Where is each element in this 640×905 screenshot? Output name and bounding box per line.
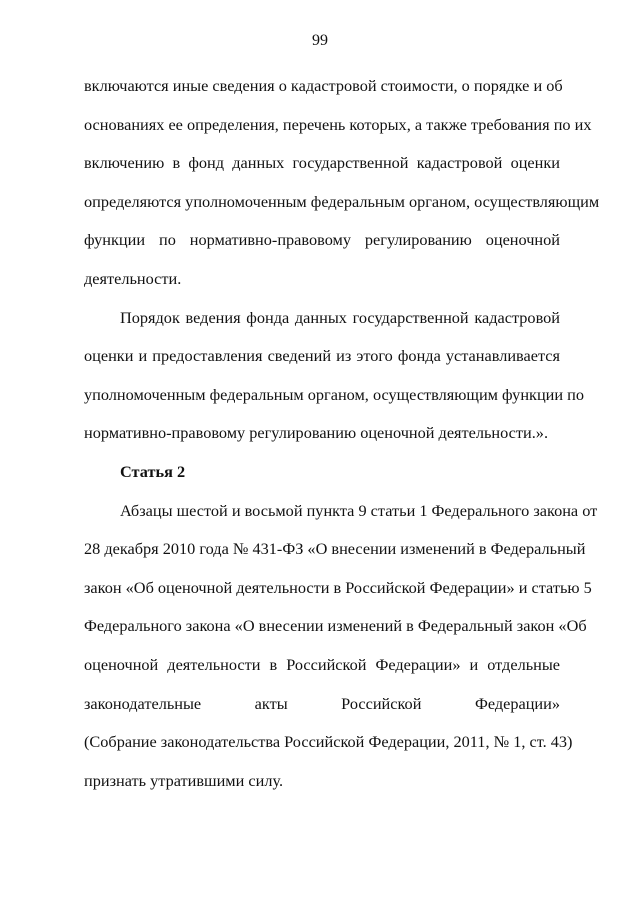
document-body	[84, 67, 600, 800]
text-line: функции по нормативно-правовому регулированию оценочной	[84, 230, 560, 250]
text-line: включению в фонд данных государственной кадастровой оценки	[84, 153, 560, 173]
text-line: оценочной деятельности в Российской Федерации» и отдельные	[84, 654, 560, 674]
page-number: 99	[312, 32, 328, 49]
text-line: 28 декабря 2010 года № 431-ФЗ «О внесении изменений в Федеральный	[84, 539, 586, 559]
paragraph-article-2	[84, 492, 598, 801]
text-line: уполномоченным федеральным органом, осуществляющим функции по	[84, 384, 585, 404]
text-line: включаются иные сведения о кадастровой стоимости, о порядке и об	[84, 76, 563, 95]
text-line: Федерального закона «О внесении изменений в Федеральный закон «Об	[84, 616, 587, 636]
text-line: закон «Об оценочной деятельности в Российской Федерации» и статью 5	[84, 577, 592, 597]
article-heading: Статья 2	[120, 461, 186, 481]
text-line: определяются уполномоченным федеральным органом, осуществляющим	[84, 191, 600, 211]
text-line: нормативно-правовому регулированию оценочной деятельности.».	[84, 423, 549, 443]
paragraph-fund-procedure	[84, 299, 585, 453]
text-line: основаниях ее определения, перечень которых, а также требования по их	[84, 114, 592, 134]
text-line: законодательные акты Российской Федерации»	[84, 693, 560, 713]
paragraph-continuation	[84, 67, 600, 299]
text-line: оценки и предоставления сведений из этого фонда устанавливается	[84, 346, 560, 366]
text-line: Порядок ведения фонда данных государственной кадастровой	[120, 307, 560, 327]
text-line: признать утратившими силу.	[84, 770, 284, 790]
text-line: деятельности.	[84, 268, 182, 288]
text-line: Абзацы шестой и восьмой пункта 9 статьи 1 Федерального закона от	[120, 500, 598, 520]
text-line: (Собрание законодательства Российской Федерации, 2011, № 1, ст. 43)	[84, 732, 573, 752]
